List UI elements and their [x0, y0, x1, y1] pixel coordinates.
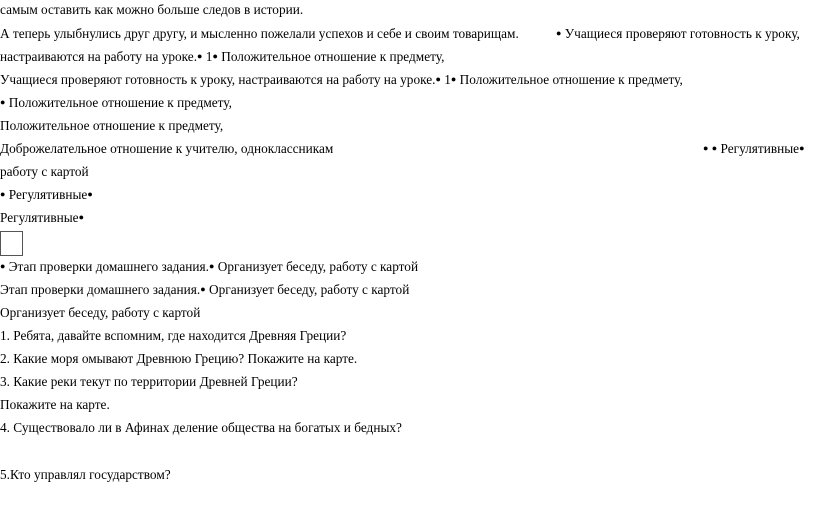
- text-line-7: Доброжелательное отношение к учителю, одноклассникам: [0, 141, 334, 156]
- bullet-icon: ●: [450, 74, 457, 84]
- text-line-8: работу с картой: [0, 164, 89, 179]
- text-segment: А теперь улыбнулись друг другу, и мысленно пожелали успехов и себе и своим товарищам.: [0, 26, 519, 41]
- text-line-4: [0, 72, 683, 89]
- text-line-9: [0, 187, 93, 204]
- text-line-2-right: [556, 26, 800, 43]
- text-segment: Регулятивные: [8, 187, 88, 202]
- question-1: 1. Ребята, давайте вспомним, где находится Древняя Греции?: [0, 328, 347, 343]
- bullet-icon: ●: [0, 189, 6, 199]
- text-line-5: [0, 95, 232, 112]
- text-line-10: [0, 210, 84, 227]
- text-line-13: Организует беседу, работу с картой: [0, 305, 201, 320]
- text-line-2: [0, 26, 519, 42]
- bullet-icon: ●: [0, 97, 6, 107]
- bullet-icon: ●: [0, 261, 6, 271]
- text-segment: Регулятивные: [720, 141, 800, 156]
- bullet-icon: ●: [78, 212, 84, 222]
- text-segment: Организует беседу, работу с картой: [217, 259, 419, 274]
- text-line-7-right: [703, 141, 805, 158]
- text-segment: Регулятивные: [0, 210, 79, 225]
- text-line-1: самым оставить как можно больше следов в истории.: [0, 2, 304, 17]
- text-line-3: [0, 49, 444, 66]
- text-segment: Положительное отношение к предмету,: [8, 95, 232, 110]
- text-segment: 1: [444, 72, 451, 87]
- question-4: 4. Существовало ли в Афинах деление общества на богатых и бедных?: [0, 420, 402, 435]
- text-segment: 1: [205, 49, 213, 64]
- bullet-icon: ●: [556, 28, 562, 38]
- question-3: 3. Какие реки текут по территории Древней Греции?: [0, 374, 298, 389]
- bullet-icon: ●: [212, 51, 218, 61]
- bullet-icon: ●: [799, 143, 805, 153]
- bullet-icon: ●: [711, 143, 718, 153]
- question-3-continuation: Покажите на карте.: [0, 397, 110, 412]
- text-segment: Организует беседу, работу с картой: [208, 282, 410, 297]
- text-segment: Учащиеся проверяют готовность к уроку, настраиваются на работу на уроке.: [0, 72, 436, 87]
- empty-image-frame: [0, 231, 23, 256]
- question-2: 2. Какие моря омывают Древнюю Грецию? Покажите на карте.: [0, 351, 358, 366]
- bullet-icon: ●: [435, 74, 441, 84]
- text-segment: Положительное отношение к предмету,: [221, 49, 445, 64]
- bullet-icon: ●: [200, 284, 206, 294]
- question-5: 5.Кто управлял государством?: [0, 467, 171, 482]
- bullet-icon: ●: [703, 143, 709, 153]
- text-segment: Этап проверки домашнего задания.: [8, 259, 209, 274]
- bullet-icon: ●: [208, 261, 215, 271]
- text-segment: Учащиеся проверяют готовность к уроку,: [564, 26, 800, 41]
- text-segment: настраиваются на работу на уроке.: [0, 49, 198, 64]
- bullet-icon: ●: [87, 189, 93, 199]
- text-line-11: [0, 259, 418, 276]
- text-segment: Этап проверки домашнего задания.: [0, 282, 201, 297]
- text-line-12: [0, 282, 409, 299]
- bullet-icon: ●: [197, 51, 203, 61]
- text-line-6: Положительное отношение к предмету,: [0, 118, 224, 133]
- text-segment: Положительное отношение к предмету,: [459, 72, 683, 87]
